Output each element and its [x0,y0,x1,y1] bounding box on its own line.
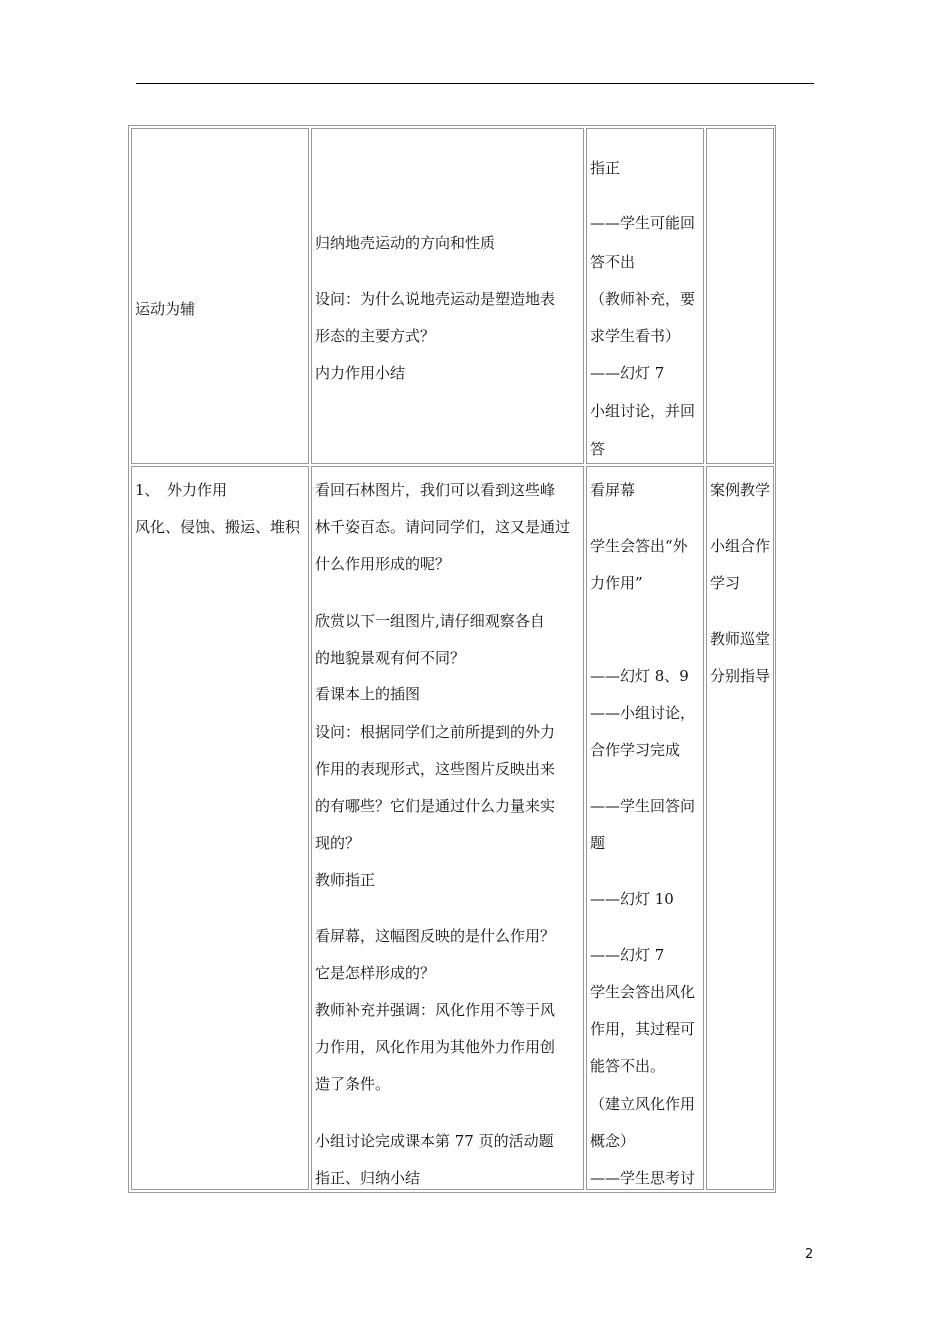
cell-text-line: 欣赏以下一组图片,请仔细观察各自 [315,612,545,630]
cell-text-line: 风化、侵蚀、搬运、堆积 [135,518,301,536]
cell-text-line: 的地貌景观有何不同？ [315,649,466,667]
cell-text-line: 合作学习完成 [590,741,681,759]
cell-text-line: 它是怎样形成的？ [315,964,436,982]
cell-text-line: 指正、归纳小结 [315,1169,421,1187]
teacher-activity-cell [311,466,584,1190]
cell-text-line: ——学生可能回 [590,214,696,232]
cell-text-line: ——学生回答问 [590,797,696,815]
cell-text-line: （建立风化作用 [590,1095,696,1113]
cell-text-line: 求学生看书） [590,327,681,345]
cell-text-line: （教师补充，要 [590,290,696,308]
cell-text-line: 作用，其过程可 [590,1020,696,1038]
cell-text-line: 力作用” [590,574,643,592]
cell-text-line: 学生会答出风化 [590,983,696,1001]
cell-text-line: 林千姿百态。请问同学们，这又是通过 [315,518,571,536]
method-cell [706,128,774,464]
cell-text-line: 教师指正 [315,871,376,889]
cell-text-line: 力作用，风化作用为其他外力作用创 [315,1038,556,1056]
cell-text-line: 看屏幕，这幅图反映的是什么作用？ [315,927,556,945]
cell-text-line: 设问：根据同学们之前所提到的外力 [315,723,556,741]
cell-text-line: 什么作用形成的呢？ [315,555,451,573]
cell-text-line: 运动为辅 [135,300,196,318]
header-rule [136,83,814,84]
cell-text-line: 造了条件。 [315,1075,391,1093]
cell-text-line: ——学生思考讨 [590,1169,696,1187]
cell-text-line: 指正 [590,159,621,177]
cell-text-line: ——幻灯 7 [590,364,665,382]
cell-text-line: 能答不出。 [590,1057,666,1075]
cell-text-line: 看课本上的插图 [315,685,421,703]
cell-text-line: 作用的表现形式，这些图片反映出来 [315,760,556,778]
cell-text-line: 题 [590,834,606,852]
cell-text-line: 小组合作 [710,537,771,555]
cell-text-line: 概念） [590,1132,636,1150]
cell-text-line: 看回石林图片，我们可以看到这些峰 [315,481,556,499]
cell-text-line: 的有哪些？它们是通过什么力量来实 [315,797,556,815]
cell-text-line: 小组讨论完成课本第 77 页的活动题 [315,1132,554,1150]
student-activity-cell [586,128,704,464]
cell-text-line: 小组讨论，并回 [590,402,696,420]
cell-text-line: ——幻灯 7 [590,946,665,964]
cell-text-line: 答 [590,440,606,458]
cell-text-line: 教师巡堂 [710,630,771,648]
topic-cell [131,466,309,1190]
cell-text-line: 学习 [710,574,741,592]
page-number: 2 [805,1247,814,1262]
topic-cell [131,128,309,464]
cell-text-line: 1、 外力作用 [135,481,228,499]
student-activity-cell [586,466,704,1190]
cell-text-line: 学生会答出“外 [590,537,688,555]
cell-text-line: 案例教学 [710,481,771,499]
cell-text-line: 形态的主要方式？ [315,327,436,345]
cell-text-line: 教师补充并强调：风化作用不等于风 [315,1001,556,1019]
cell-text-line: ——小组讨论， [590,704,696,722]
cell-text-line: 设问：为什么说地壳运动是塑造地表 [315,290,556,308]
cell-text-line: ——幻灯 10 [590,890,674,908]
teacher-activity-cell [311,128,584,464]
cell-text-line: 内力作用小结 [315,364,406,382]
cell-text-line: 分别指导 [710,667,771,685]
cell-text-line: ——幻灯 8、9 [590,667,689,685]
cell-text-line: 归纳地壳运动的方向和性质 [315,234,496,252]
cell-text-line: 现的？ [315,834,361,852]
cell-text-line: 看屏幕 [590,481,636,499]
cell-text-line: 答不出 [590,253,636,271]
method-cell [706,466,774,1190]
